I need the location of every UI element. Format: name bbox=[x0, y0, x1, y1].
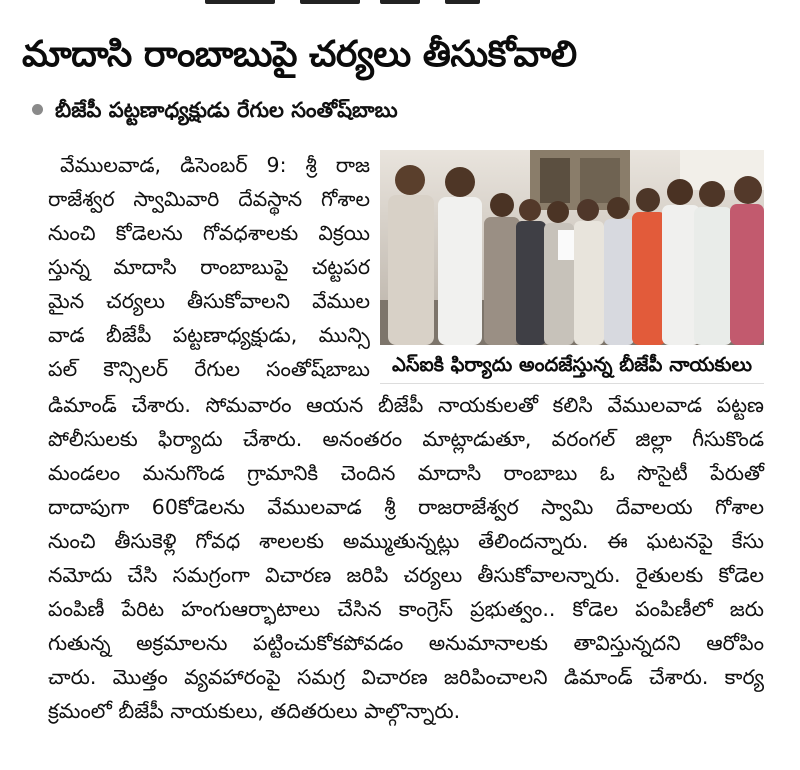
cutoff-glyphs bbox=[205, 0, 275, 4]
photo-caption: ఎస్‌ఐకి ఫిర్యాదు అందజేస్తున్న బీజేపీ నాయకులు bbox=[380, 347, 764, 384]
body-line: మండలం మనుగొండ గ్రామానికి చెందిన మాదాసి రాంబాబు ఓ సొసైటీ పేరుతో bbox=[48, 461, 764, 485]
body-line: దాదాపుగా 60కోడెలను వేములవాడ శ్రీ రాజరాజేశ్వర స్వామి దేవాలయ గోశాల bbox=[48, 495, 764, 519]
group-photo-illustration bbox=[380, 150, 764, 345]
body-line: వేములవాడ, డిసెంబర్ 9: శ్రీ రాజ bbox=[60, 153, 370, 177]
headline: మాదాసి రాంబాబుపై చర్యలు తీసుకోవాలి bbox=[22, 34, 577, 75]
body-line: స్తున్న మాదాసి రాంబాబుపై చట్టపర bbox=[48, 255, 370, 279]
bullet-dot-icon bbox=[32, 104, 43, 115]
body-line: నుంచి కోడెలను గోవధశాలకు విక్రయి bbox=[48, 221, 370, 245]
body-line: మైన చర్యలు తీసుకోవాలని వేముల bbox=[48, 289, 370, 313]
cutoff-glyphs bbox=[445, 0, 480, 4]
body-line: డిమాండ్ చేశారు. సోమవారం ఆయన బీజేపీ నాయకులతో కలిసి వేములవాడ పట్టణ bbox=[48, 393, 764, 417]
body-line: పల్ కౌన్సిలర్ రేగుల సంతోష్‌బాబు bbox=[48, 357, 370, 381]
body-line: రాజేశ్వర స్వామివారి దేవస్థాన గోశాల bbox=[48, 187, 370, 211]
body-line: పంపిణీ పేరిట హంగుఆర్భాటాలు చేసిన కాంగ్రెస్ ప్రభుత్వం.. కోడెల పంపిణీలో జరు bbox=[48, 597, 764, 621]
body-line: క్రమంలో బీజేపీ నాయకులు, తదితరులు పాల్గొన్నారు. bbox=[48, 699, 461, 723]
subheadline bbox=[32, 92, 398, 128]
body-line: చారు. మొత్తం వ్యవహారంపై సమగ్ర విచారణ జరిపించాలని డిమాండ్ చేశారు. కార్య bbox=[48, 665, 764, 689]
cutoff-glyphs bbox=[300, 0, 360, 4]
cutoff-glyphs bbox=[380, 0, 420, 4]
body-line: నమోదు చేసి సమగ్రంగా విచారణ జరిపి చర్యలు తీసుకోవాలన్నారు. రైతులకు కోడెల bbox=[48, 563, 764, 587]
body-line: వాడ బీజేపీ పట్టణాధ్యక్షుడు, మున్సి bbox=[48, 323, 370, 347]
news-photo bbox=[380, 150, 764, 345]
body-line: పోలీసులకు ఫిర్యాదు చేశారు. అనంతరం మాట్లాడుతూ, వరంగల్ జిల్లా గీసుకొండ bbox=[48, 427, 764, 451]
body-line: గుతున్న అక్రమాలను పట్టించుకోకపోవడం అనుమానాలకు తావిస్తున్నదని ఆరోపిం bbox=[48, 631, 764, 655]
bottom-cutoff-strip bbox=[0, 762, 800, 770]
body-line: నుంచి తీసుకెళ్లి గోవధ శాలలకు అమ్ముతున్నట్లు తేలిందన్నారు. ఈ ఘటనపై కేసు bbox=[48, 529, 764, 553]
subheadline-text: బీజేపీ పట్టణాధ్యక్షుడు రేగుల సంతోష్‌బాబు bbox=[55, 98, 398, 122]
top-cutoff-strip bbox=[0, 0, 800, 10]
